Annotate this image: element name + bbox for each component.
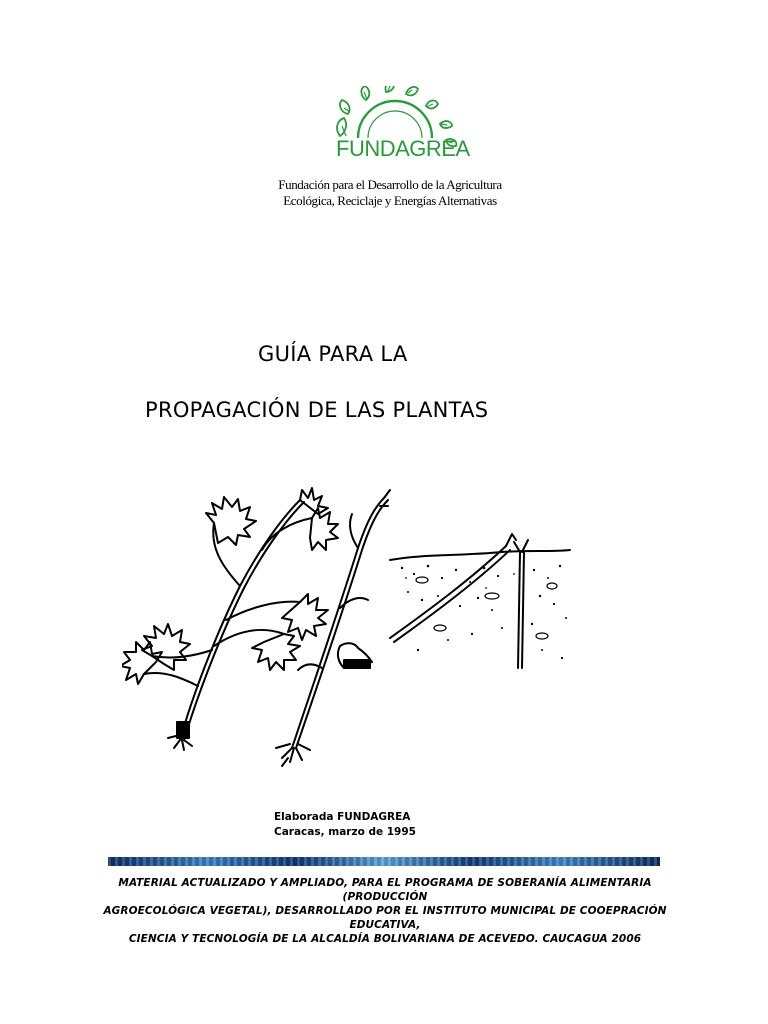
logo-text: FUNDAGREA — [336, 136, 470, 161]
fundagrea-logo — [330, 86, 470, 168]
footer-line-3: CIENCIA Y TECNOLOGÍA DE LA ALCALDÍA BOLIVARIANA DE ACEVEDO. CAUCAGUA 2006 — [128, 933, 642, 945]
credit-line-1: Elaborada FUNDAGREA — [274, 811, 411, 823]
credit-line-2: Caracas, marzo de 1995 — [274, 826, 416, 838]
credit-block — [274, 810, 416, 840]
footer-line-2: AGROECOLÓGICA VEGETAL), DESARROLLADO POR EL INSTITUTO MUNICIPAL DE COOEPRACIÓN EDUCATIVA, — [103, 905, 667, 931]
decorative-divider-band — [108, 857, 660, 866]
organization-line-1: Fundación para el Desarrollo de la Agricultura — [278, 177, 502, 192]
plant-cuttings-illustration — [122, 478, 572, 778]
title-line-2: PROPAGACIÓN DE LAS PLANTAS — [145, 398, 489, 422]
organization-name — [230, 177, 550, 209]
title-line-1: GUÍA PARA LA — [258, 342, 408, 366]
footer-note — [84, 876, 686, 946]
footer-line-1: MATERIAL ACTUALIZADO Y AMPLIADO, PARA EL PROGRAMA DE SOBERANÍA ALIMENTARIA (PRODUCCIÓN — [118, 877, 652, 903]
organization-line-2: Ecológica, Reciclaje y Energías Alternativas — [283, 193, 497, 208]
